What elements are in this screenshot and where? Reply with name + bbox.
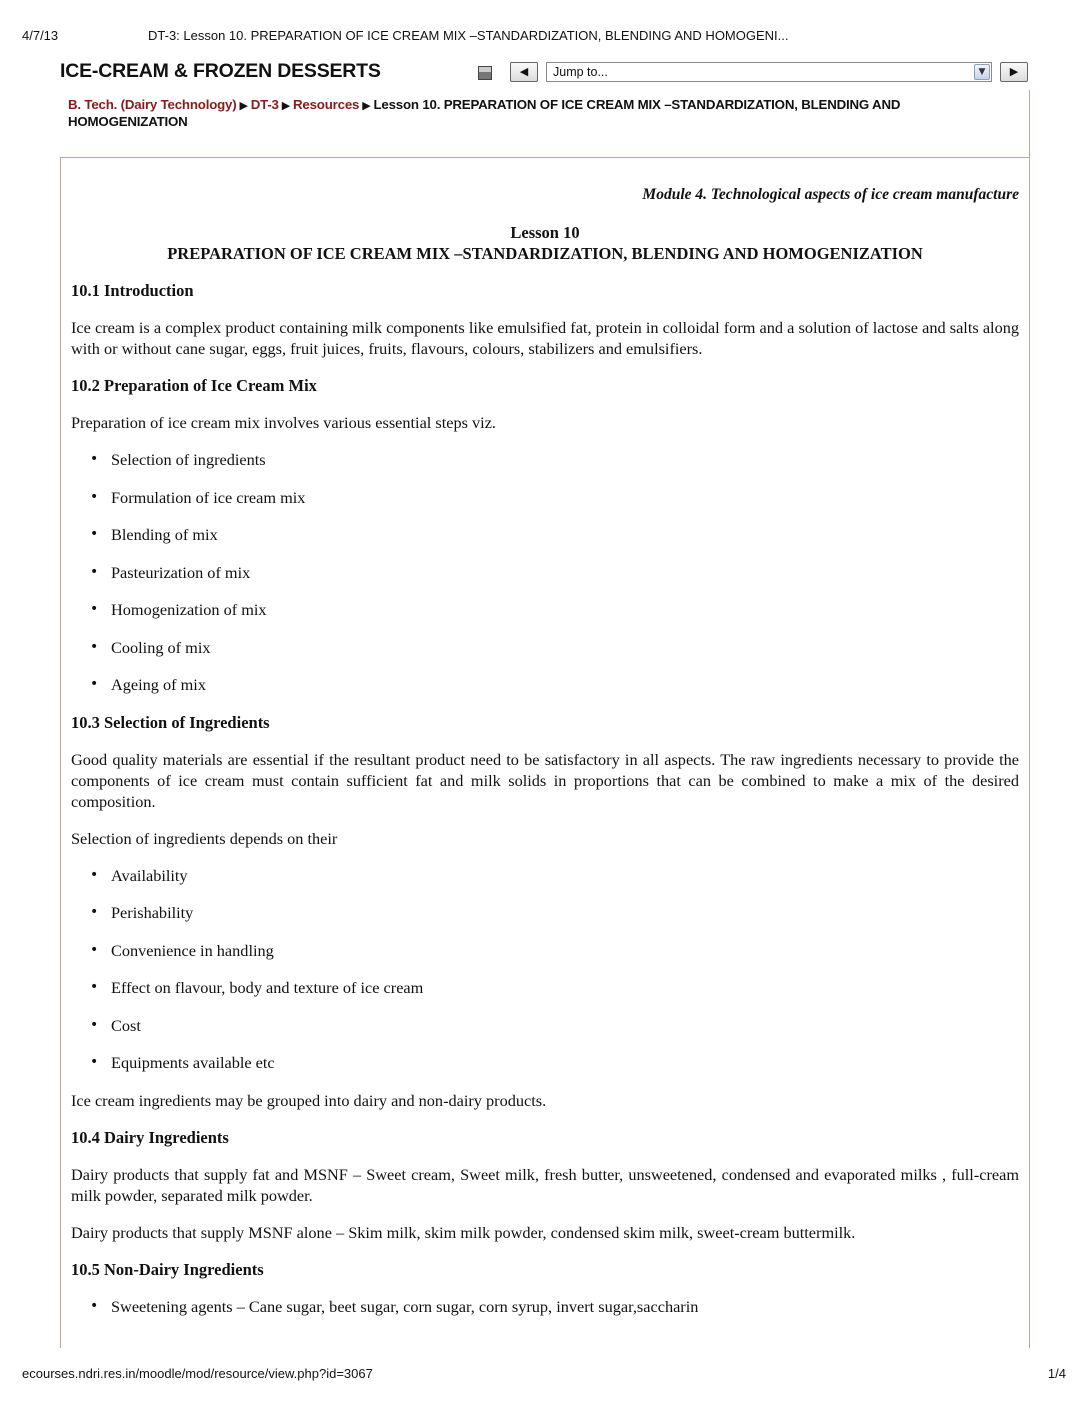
previous-activity-button[interactable]: ◀ [510, 62, 538, 82]
site-title[interactable]: ICE-CREAM & FROZEN DESSERTS [60, 60, 381, 82]
resource-content [71, 184, 1019, 1333]
list-item: • Perishability [71, 902, 1019, 923]
list-item: • Convenience in handling [71, 940, 1019, 961]
paragraph: Dairy products that supply MSNF alone – Skim milk, skim milk powder, condensed skim milk, sweet-cream buttermilk. [71, 1222, 856, 1242]
paragraph: Preparation of ice cream mix involves various essential steps viz. [71, 413, 496, 432]
breadcrumb-separator-icon: ▶ [362, 99, 371, 112]
activity-navigation [478, 62, 1030, 84]
print-url: ecourses.ndri.res.in/moodle/mod/resource/view.php?id=3067 [22, 1366, 373, 1381]
site-bar [60, 58, 1030, 88]
list-item: • Pasteurization of mix [71, 562, 1019, 583]
selection-criteria-list [71, 865, 1019, 1074]
paragraph: Good quality materials are essential if the resultant product need to be satisfactory in all aspects. The raw ingredients necessary to provide the components of ice cream must contain sufficient fat and milk solids in proportions that can be combined to make a mix of the desired composition. [71, 749, 1019, 811]
breadcrumb [60, 90, 1030, 158]
breadcrumb-separator-icon: ▶ [239, 99, 248, 112]
module-title: Module 4. Technological aspects of ice cream manufacture [642, 186, 1019, 203]
chevron-down-icon[interactable]: ▼ [974, 64, 990, 80]
breadcrumb-current: Lesson 10. PREPARATION OF ICE CREAM MIX –STANDARDIZATION, BLENDING AND HOMOGENIZATION [68, 97, 901, 129]
list-item: • Cooling of mix [71, 637, 1019, 658]
paragraph: Selection of ingredients depends on their [71, 828, 338, 848]
list-item: • Equipments available etc [71, 1052, 1019, 1073]
print-page-number: 1/4 [1047, 1366, 1066, 1381]
print-document-title: DT-3: Lesson 10. PREPARATION OF ICE CREAM MIX –STANDARDIZATION, BLENDING AND HOMOGENI... [148, 28, 789, 43]
list-item: • Effect on flavour, body and texture of ice cream [71, 977, 1019, 998]
lesson-title: PREPARATION OF ICE CREAM MIX –STANDARDIZATION, BLENDING AND HOMOGENIZATION [167, 244, 923, 263]
list-item: • Blending of mix [71, 524, 1019, 545]
preparation-steps-list [71, 449, 1019, 695]
list-item: • Cost [71, 1015, 1019, 1036]
section-heading-preparation: 10.2 Preparation of Ice Cream Mix [71, 376, 317, 395]
section-heading-non-dairy: 10.5 Non-Dairy Ingredients [71, 1259, 264, 1279]
next-activity-button[interactable]: ▶ [1000, 62, 1028, 82]
print-header [22, 28, 1066, 44]
section-heading-introduction: 10.1 Introduction [71, 281, 194, 300]
paragraph: Ice cream ingredients may be grouped into dairy and non-dairy products. [71, 1090, 547, 1110]
non-dairy-list [71, 1296, 1019, 1317]
breadcrumb-link-dt3[interactable]: DT-3 [250, 97, 279, 112]
list-item: • Homogenization of mix [71, 599, 1019, 620]
list-item: • Formulation of ice cream mix [71, 487, 1019, 508]
list-item: • Ageing of mix [71, 674, 1019, 695]
list-item: • Availability [71, 865, 1019, 886]
lesson-number: Lesson 10 [510, 223, 580, 242]
breadcrumb-separator-icon: ▶ [281, 99, 291, 112]
save-icon[interactable] [478, 66, 492, 80]
section-heading-selection: 10.3 Selection of Ingredients [71, 712, 270, 732]
section-heading-dairy: 10.4 Dairy Ingredients [71, 1127, 229, 1147]
jump-to-label: Jump to... [553, 65, 608, 79]
list-item: • Selection of ingredients [71, 449, 1019, 470]
paragraph: Ice cream is a complex product containing milk components like emulsified fat, protein in colloidal form and a solution of lactose and salts along with or without cane sugar, eggs, fruit juices, fruits, flavours, colours, stabilizers and emulsifiers. [71, 318, 1019, 358]
jump-to-select[interactable] [546, 62, 992, 82]
breadcrumb-link-btech[interactable]: B. Tech. (Dairy Technology) [68, 97, 237, 112]
list-item: • Sweetening agents – Cane sugar, beet sugar, corn sugar, corn syrup, invert sugar,saccharin [71, 1296, 1019, 1317]
print-footer [22, 1366, 1066, 1382]
breadcrumb-link-resources[interactable]: Resources [293, 97, 360, 112]
paragraph: Dairy products that supply fat and MSNF – Sweet cream, Sweet milk, fresh butter, unsweetened, condensed and evaporated milks , full-cream milk powder, separated milk powder. [71, 1164, 1019, 1205]
print-date: 4/7/13 [22, 28, 59, 43]
